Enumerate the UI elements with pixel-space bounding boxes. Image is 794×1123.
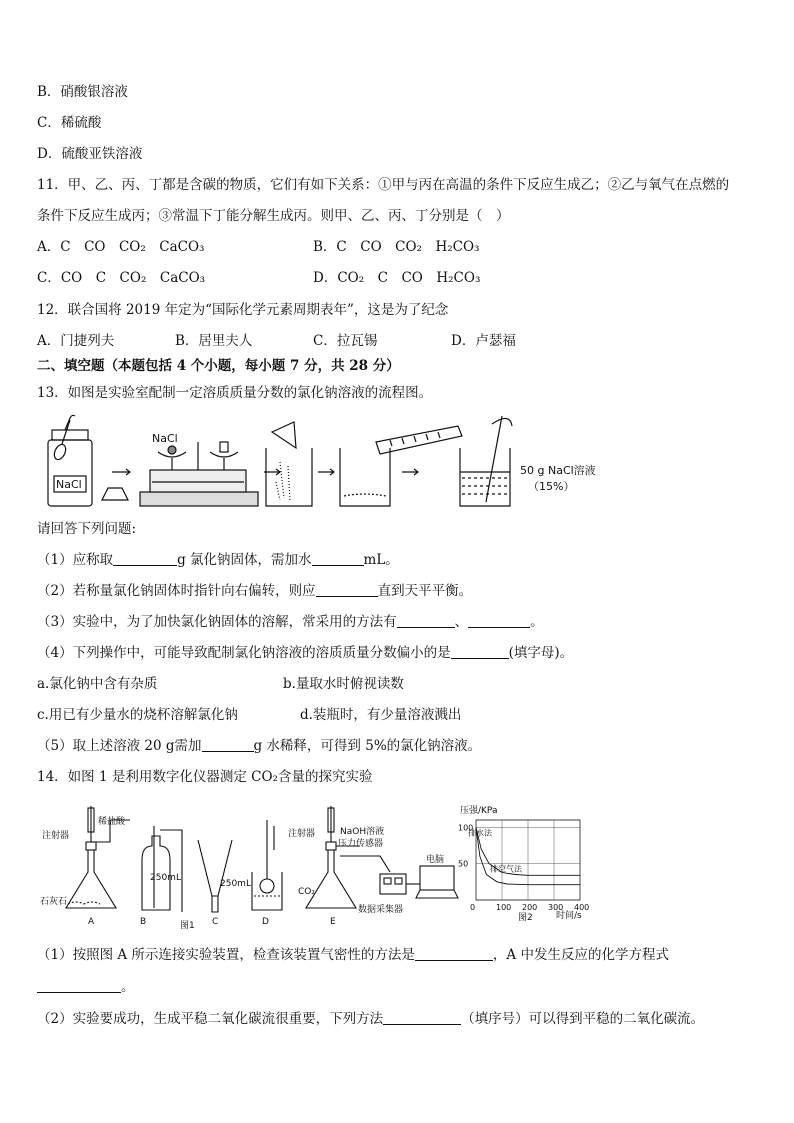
label-syringe: 注射器	[42, 831, 70, 841]
reagent-jar-icon	[48, 415, 92, 506]
q10-option-b: B．硝酸银溶液	[37, 84, 128, 100]
q14-part1-text-b: ，A 中发生反应的化学方程式	[492, 947, 669, 963]
q14-stem: 14．如图 1 是利用数字化仪器测定 CO₂含量的探究实验	[37, 769, 373, 785]
label-vol-c: 250mL	[220, 879, 251, 889]
balance-icon	[140, 442, 258, 506]
q13-option-c: c.用已有少量水的烧杯溶解氯化钠	[37, 707, 238, 723]
q11-option-a: A．C CO CO₂ CaCO₃	[37, 239, 205, 255]
label-computer: 电脑	[426, 855, 445, 865]
q14-part2-text-a: （2）实验要成功，生成平稳二氧化碳流很重要，下列方法	[37, 1011, 384, 1027]
label-vol-b: 250mL	[150, 873, 181, 883]
answer-blank[interactable]	[468, 613, 530, 628]
q14-part1-text-c: 。	[121, 979, 135, 995]
label-d: D	[262, 917, 269, 927]
solution-label: 50 g NaCl溶液	[520, 464, 596, 477]
arrow-icon	[318, 469, 334, 475]
answer-blank[interactable]	[113, 551, 177, 566]
x-tick-label: 400	[574, 903, 590, 912]
label-collector: 数据采集器	[358, 905, 404, 915]
q11-stem-line1: 11．甲、乙、丙、丁都是含碳的物质，它们有如下关系：①甲与丙在高温的条件下反应生成乙；②乙与氧气在点燃的	[37, 177, 730, 193]
chart-xlabel: 时间/s	[556, 911, 582, 921]
label-b: B	[140, 917, 147, 927]
chart-ylabel: 压强/KPa	[460, 806, 498, 816]
label-naoh: NaOH溶液	[340, 827, 385, 837]
pressure-chart	[458, 800, 588, 924]
answer-blank[interactable]	[202, 737, 254, 752]
computer-icon	[420, 866, 454, 890]
q14-apparatus-figure	[40, 800, 460, 930]
x-tick-label: 300	[548, 903, 564, 912]
label-e: E	[330, 917, 336, 927]
answer-blank[interactable]	[415, 946, 493, 961]
q13-part1-text-a: （1）应称取	[37, 552, 114, 568]
q13-part1	[37, 551, 399, 569]
q13-part3-text-a: （3）实验中，为了加快氯化钠固体的溶解，常采用的方法有	[37, 614, 397, 630]
flask-e-icon	[306, 850, 356, 908]
q12-stem: 12．联合国将 2019 年定为“国际化学元素周期表年”，这是为了纪念	[37, 302, 449, 318]
label-syringe-e: 注射器	[288, 829, 316, 839]
y-tick-label: 100	[458, 823, 474, 833]
beaker-solid-icon	[266, 422, 312, 506]
q13-option-a: a.氯化钠中含有杂质	[37, 676, 158, 692]
x-tick-label: 0	[470, 903, 476, 912]
q13-part4-text-a: （4）下列操作中，可能导致配制氯化钠溶液的溶质质量分数偏小的是	[37, 645, 451, 661]
jar-label: NaCl	[56, 478, 82, 491]
q12-option-a: A．门捷列夫	[37, 333, 115, 349]
label-c: C	[212, 917, 219, 927]
arrow-icon	[402, 469, 418, 475]
q13-prompt: 请回答下列问题:	[37, 521, 137, 537]
q13-part3-text-c: 。	[530, 614, 544, 630]
q14-part1-cont	[37, 978, 135, 996]
q13-part2-text-b: 直到天平平衡。	[377, 583, 473, 599]
q10-option-d: D．硫酸亚铁溶液	[37, 146, 143, 162]
q13-option-d: d.装瓶时，有少量溶液溅出	[300, 707, 462, 723]
answer-blank[interactable]	[451, 644, 509, 659]
q14-part2-text-b: （填序号）可以得到平稳的二氧化碳流。	[461, 1011, 705, 1027]
label-limestone: 石灰石	[40, 897, 68, 907]
series-label: 排空气法	[490, 864, 522, 874]
q14-part2	[37, 1010, 704, 1028]
q11-option-d: D．CO₂ C CO H₂CO₃	[313, 270, 481, 286]
arrow-icon	[112, 469, 130, 475]
answer-blank[interactable]	[312, 551, 364, 566]
q11-option-b: B．C CO CO₂ H₂CO₃	[313, 239, 480, 255]
x-tick-label: 200	[522, 903, 538, 912]
q13-part3	[37, 613, 544, 631]
q14-part1-text-a: （1）按照图 A 所示连接实验装置，检查该装置气密性的方法是	[37, 947, 415, 963]
answer-blank[interactable]	[383, 1010, 461, 1025]
q13-part1-text-b: g 氯化钠固体，需加水	[177, 552, 312, 568]
stopper-a	[86, 842, 96, 850]
series-label: 排水法	[468, 828, 492, 838]
q14-part1	[37, 946, 669, 964]
label-co2: CO₂	[298, 887, 315, 897]
q13-part5-text-b: g 水稀释，可得到 5%的氯化钠溶液。	[253, 738, 482, 754]
answer-blank[interactable]	[397, 613, 455, 628]
q12-option-b: B．居里夫人	[175, 333, 253, 349]
q13-part1-text-c: mL。	[363, 552, 399, 568]
q11-option-c: C．CO C CO₂ CaCO₃	[37, 270, 206, 286]
answer-blank[interactable]	[37, 978, 121, 993]
label-sensor: 压力传感器	[338, 839, 384, 849]
answer-blank[interactable]	[316, 582, 378, 597]
q13-part5-text-a: （5）取上述溶液 20 g需加	[37, 738, 202, 754]
chart-fig2-label: 图2	[518, 913, 533, 923]
flask-a-icon	[66, 850, 116, 908]
solution-pct: （15%）	[528, 480, 575, 493]
q13-flow-figure	[40, 412, 596, 512]
q13-part3-text-b: 、	[454, 614, 469, 630]
measuring-cylinder-icon	[340, 426, 462, 506]
q12-option-c: C．拉瓦锡	[313, 333, 378, 349]
q13-part5	[37, 737, 481, 755]
section-heading: 二、填空题（本题包括 4 个小题，每小题 7 分，共 28 分）	[37, 358, 400, 374]
q10-option-c: C．稀硫酸	[37, 115, 102, 131]
label-a: A	[88, 917, 95, 927]
y-tick-label: 50	[458, 859, 469, 869]
solution-beaker-icon	[460, 416, 512, 506]
q11-stem-line2: 条件下反应生成丙；③常温下丁能分解生成丙。则甲、乙、丙、丁分别是（ ）	[37, 208, 510, 224]
q13-part4	[37, 644, 573, 662]
q13-stem: 13．如图是实验室配制一定溶质质量分数的氯化钠溶液的流程图。	[37, 385, 433, 401]
label-fig1: 图1	[180, 921, 195, 931]
q13-part4-text-b: (填字母)。	[508, 645, 574, 661]
q13-option-b: b.量取水时俯视读数	[283, 676, 404, 692]
q13-part2-text-a: （2）若称量氯化钠固体时指针向右偏转，则应	[37, 583, 316, 599]
q12-option-d: D．卢瑟福	[451, 333, 516, 349]
balance-label: NaCl	[152, 432, 178, 445]
stopper-icon	[102, 488, 128, 500]
q13-part2	[37, 582, 472, 600]
x-tick-label: 100	[496, 903, 512, 912]
label-acid: 稀盐酸	[98, 817, 126, 827]
